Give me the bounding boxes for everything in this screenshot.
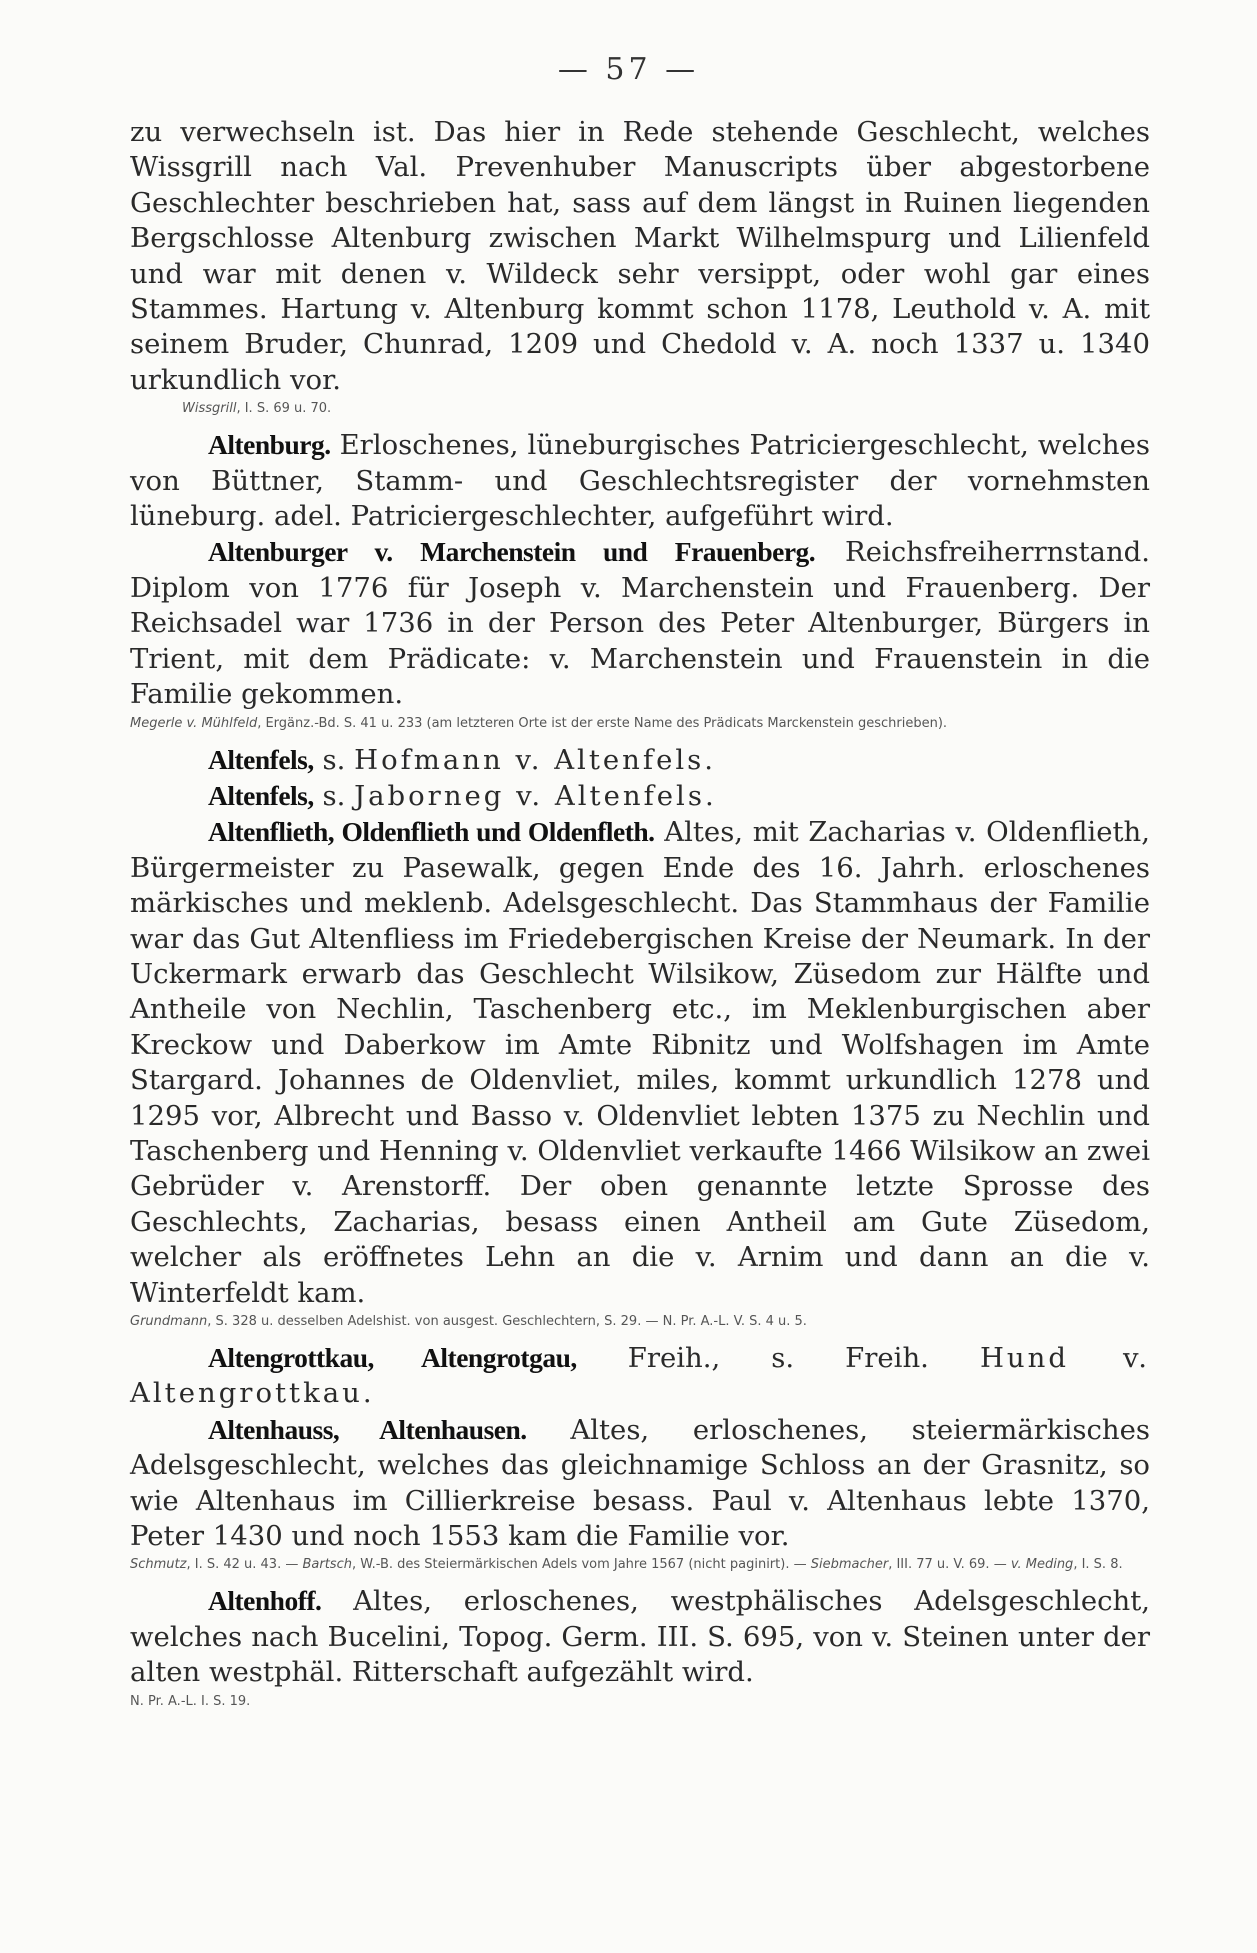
entry-altenfels-2 [130,778,1150,814]
ref-text: , I. S. 42 u. 43. — [186,1557,303,1573]
entry-text: Erloschenes, lüneburgisches Patriciergeschlecht, welches von Büttner, Stamm- und Geschlechtsregister der vornehmsten lüneburg. adel. Patriciergeschlechter, aufgeführt wird. [130,429,1150,533]
ref-author: Bartsch [302,1557,352,1573]
entry-head: Altenburg. [208,429,331,461]
entry-head: Altenburger v. Marchenstein und Frauenberg. [208,536,816,568]
ref-text: , Ergänz.-Bd. S. 41 u. 233 (am letzteren Orte ist der erste Name des Prädicats Marckenstein geschrieben). [257,715,948,731]
entry-head: Altengrottkau, Altengrotgau, [208,1342,577,1373]
entry-head: Altenfels, [208,743,314,775]
altenhoff-reference: N. Pr. A.-L. I. S. 19. [130,1693,251,1709]
altenhauss-reference [130,1556,1150,1573]
ref-text: , I. S. 8. [1073,1557,1123,1573]
ref-text: , W.-B. des Steiermärkischen Adels vom Jahre 1567 (nicht paginirt). — [351,1557,811,1573]
entry-altenburg [130,427,1150,534]
ref-text: , III. 77 u. V. 69. — [888,1557,1011,1573]
entry-text: Altes, erloschenes, steiermärkisches Adelsgeschlecht, welches das gleichnamige Schloss an der Grasnitz, so wie Altenhaus im Cillierkreise besass. Paul v. Altenhaus lebte 1370, Peter 1430 und noch 1553 kam die Familie vor. [130,1413,1150,1553]
entry-altengrottkau [130,1340,1150,1412]
ref-author: Siebmacher [810,1557,889,1573]
entry-altenflieth [130,814,1150,1311]
entry-head: Altenhoff. [208,1585,322,1617]
entry-text: Reichsfreiherrnstand. Diplom von 1776 für Joseph v. Marchenstein und Frauenberg. Der Reichsadel war 1736 in der Person des Peter Altenburger, Bürgers in Trient, mit dem Prädicate: v. Marchenstein und Frauenstein in die Familie gekommen. [130,536,1150,711]
cross-reference: Jaborneg v. Altenfels. [354,779,717,812]
entry-head: Altenflieth, Oldenflieth und Oldenfleth. [208,816,655,848]
intro-reference [130,400,1150,417]
ref-author: Grundmann [130,1314,208,1329]
cross-reference: Hofmann v. Altenfels. [354,743,716,776]
entry-head: Altenhauss, Altenhausen. [208,1413,527,1445]
entry-pre: Freih., s. Freih. [576,1342,980,1374]
intro-paragraph: zu verwechseln ist. Das hier in Rede stehende Geschlecht, welches Wissgrill nach Val. Prevenhuber Manuscripts über abgestorbene Geschlechter beschrieben hat, sass auf dem längst in Ruinen liegenden Bergschlosse Altenburg zwischen Markt Wilhelmspurg und Lilienfeld und war mit denen v. Wildeck sehr versippt, oder wohl gar eines Stammes. Hartung v. Altenburg kommt schon 1178, Leuthold v. A. mit seinem Bruder, Chunrad, 1209 und Chedold v. A. noch 1337 u. 1340 urkundlich vor. [130,116,1150,396]
ref-author: Wissgrill [182,401,237,417]
entry-altenhauss [130,1412,1150,1555]
entry-altenhoff [130,1583,1150,1690]
cross-reference: Hund v. Altengrottkau. [130,1342,1151,1410]
ref-text: , S. 328 u. desselben Adelshist. von ausgest. Geschlechtern, S. 29. — N. Pr. A.-L. V. S. 4 u. 5. [207,1314,807,1329]
entry-text: Altes, erloschenes, westphälisches Adelsgeschlecht, welches nach Bucelini, Topog. Germ. III. S. 695, von v. Steinen unter der alten westphäl. Ritterschaft aufgezählt wird. [130,1585,1150,1689]
entry-head: Altenfels, [208,779,314,811]
altenflieth-reference [130,1313,1150,1330]
text-column [130,115,1150,1720]
entry-pre: s. [313,779,355,812]
ref-text: , I. S. 69 u. 70. [236,401,332,417]
entry-text: Altes, mit Zacharias v. Oldenflieth, Bürgermeister zu Pasewalk, gegen Ende des 16. Jahrh. erloschenes märkisches und meklenb. Adelsgeschlecht. Das Stammhaus der Familie war das Gut Altenfliess im Friedebergischen Kreise der Neumark. In der Uckermark erwarb das Geschlecht Wilsikow, Züsedom zur Hälfte und Antheile von Nechlin, Taschenberg etc., im Meklenburgischen aber Kreckow und Daberkow im Amte Ribnitz und Wolfshagen im Amte Stargard. Johannes de Oldenvliet, miles, kommt urkundlich 1278 und 1295 vor, Albrecht und Basso v. Oldenvliet lebten 1375 zu Nechlin und Taschenberg und Henning v. Oldenvliet verkaufte 1466 Wilsikow an zwei Gebrüder v. Arenstorff. Der oben genannte letzte Sprosse des Geschlechts, Zacharias, besass einen Antheil am Gute Züsedom, welcher als eröffnetes Lehn an die v. Arnim und dann an die v. Winterfeldt kam. [130,816,1150,1309]
ref-author: v. Meding [1010,1557,1074,1573]
ref-author: Megerle v. Mühlfeld [130,715,258,731]
ref-author: Schmutz [130,1557,187,1573]
page-number: — 57 — [557,52,700,87]
entry-pre: s. [313,743,355,776]
altenburger-reference [130,715,1150,732]
entry-altenburger [130,534,1150,712]
entry-altenfels-1 [130,742,1150,778]
